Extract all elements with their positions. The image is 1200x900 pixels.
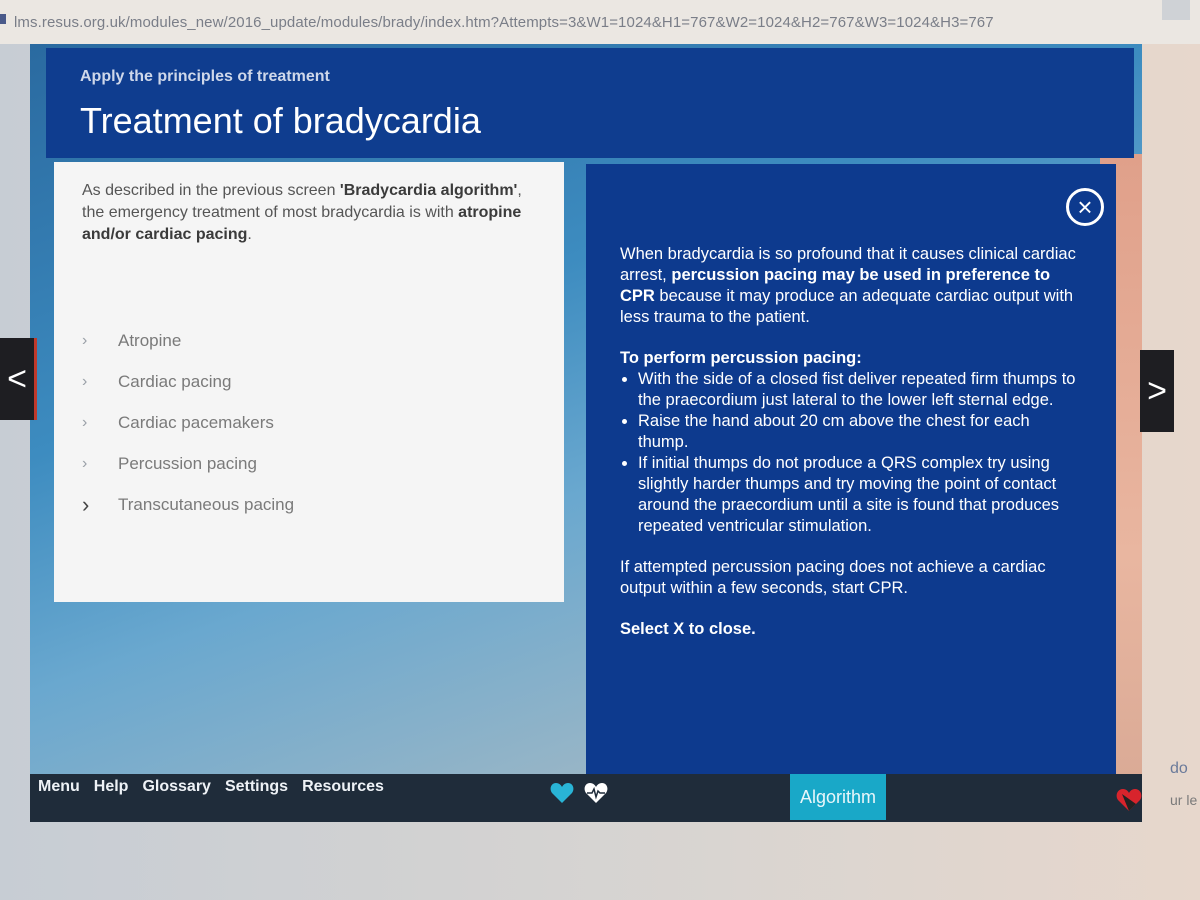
topic-label: Cardiac pacemakers xyxy=(118,412,274,432)
browser-address-bar[interactable] xyxy=(0,0,1200,45)
steps-list xyxy=(620,369,1080,537)
topic-item-transcutaneous-pacing[interactable] xyxy=(82,484,294,525)
edge-text: ur le xyxy=(1170,792,1198,808)
popup-text: When bradycardia is so profound that it causes clinical cardiac arrest, xyxy=(620,245,1076,284)
background-window-text xyxy=(1170,760,1197,808)
help-link[interactable]: Help xyxy=(93,778,129,795)
resources-link[interactable]: Resources xyxy=(302,778,384,795)
topic-card xyxy=(54,162,564,602)
close-icon: × xyxy=(1077,192,1093,222)
menu-link[interactable]: Menu xyxy=(38,778,80,795)
heart-logo-icon xyxy=(1116,788,1142,812)
topic-item-cardiac-pacing[interactable] xyxy=(82,361,294,402)
chevron-left-icon: < xyxy=(7,359,27,398)
popup-paragraph-1 xyxy=(620,244,1080,328)
intro-bold-1: 'Bradycardia algorithm' xyxy=(339,182,518,199)
chevron-right-icon: > xyxy=(1147,371,1167,410)
next-button[interactable] xyxy=(1140,350,1174,432)
url-text[interactable]: lms.resus.org.uk/modules_new/2016_update/modules/brady/index.htm?Attempts=3&W1=1024&H1=767&W2=1024&H2=767&W3=1024&H3=767 xyxy=(14,14,994,31)
popup-instruction-text: Select X to close. xyxy=(620,620,756,638)
intro-bold-2: atropine and/or cardiac pacing xyxy=(82,204,522,243)
popup-instruction xyxy=(620,619,1080,640)
topic-item-percussion-pacing[interactable] xyxy=(82,443,294,484)
footer-menu xyxy=(38,778,384,796)
intro-text xyxy=(82,180,522,246)
tab-indicator xyxy=(0,14,6,24)
close-button[interactable] xyxy=(1066,188,1104,226)
module-header xyxy=(46,48,1134,158)
heart-pulse-icon[interactable] xyxy=(584,782,608,804)
heart-icon[interactable] xyxy=(550,782,574,804)
topic-label: Transcutaneous pacing xyxy=(118,494,295,514)
intro-part-1: As described in the previous screen xyxy=(82,182,340,199)
edge-text: do xyxy=(1170,760,1188,777)
topic-item-atropine[interactable] xyxy=(82,320,294,361)
intro-part-3: . xyxy=(247,226,252,243)
topic-label: Atropine xyxy=(118,330,182,350)
module-subtitle: Apply the principles of treatment xyxy=(80,68,330,85)
popup-body xyxy=(620,244,1080,660)
step-item: • Raise the hand about 20 cm above the chest for each thump. xyxy=(638,411,1080,453)
chevron-right-icon: › xyxy=(82,331,88,349)
algorithm-button[interactable]: Algorithm xyxy=(790,774,886,820)
progress-hearts xyxy=(550,782,608,804)
topic-item-cardiac-pacemakers[interactable] xyxy=(82,402,294,443)
elearning-module xyxy=(30,44,1142,822)
steps-heading: To perform percussion pacing: xyxy=(620,349,862,367)
settings-link[interactable]: Settings xyxy=(224,778,289,795)
previous-button[interactable] xyxy=(0,338,37,420)
glossary-link[interactable]: Glossary xyxy=(142,778,211,795)
browser-tab-edge xyxy=(1162,0,1190,20)
topic-label: Percussion pacing xyxy=(118,453,257,473)
chevron-right-icon: › xyxy=(82,491,90,517)
percussion-pacing-popup xyxy=(586,164,1116,820)
popup-text: because it may produce an adequate cardiac output with less trauma to the patient. xyxy=(620,287,1074,326)
step-item: • If initial thumps do not produce a QRS complex try using slightly harder thumps and try moving the point of contact around the praecordium until a site is found that produces repeated ventricular stimulation. xyxy=(638,453,1080,537)
intro-part-2: , the emergency treatment of most bradycardia is with xyxy=(82,182,522,221)
module-footer xyxy=(30,774,1142,822)
popup-paragraph-2: If attempted percussion pacing does not achieve a cardiac output within a few seconds, start CPR. xyxy=(620,558,1046,597)
topic-label: Cardiac pacing xyxy=(118,371,232,391)
popup-bold-text: percussion pacing may be used in preference to CPR xyxy=(620,266,1051,305)
page-title: Treatment of bradycardia xyxy=(80,100,481,141)
step-item: • With the side of a closed fist deliver repeated firm thumps to the praecordium just lateral to the lower left sternal edge. xyxy=(638,369,1080,411)
topic-list xyxy=(82,320,294,525)
chevron-right-icon: › xyxy=(82,454,88,472)
chevron-right-icon: › xyxy=(82,413,88,431)
chevron-right-icon: › xyxy=(82,372,88,390)
